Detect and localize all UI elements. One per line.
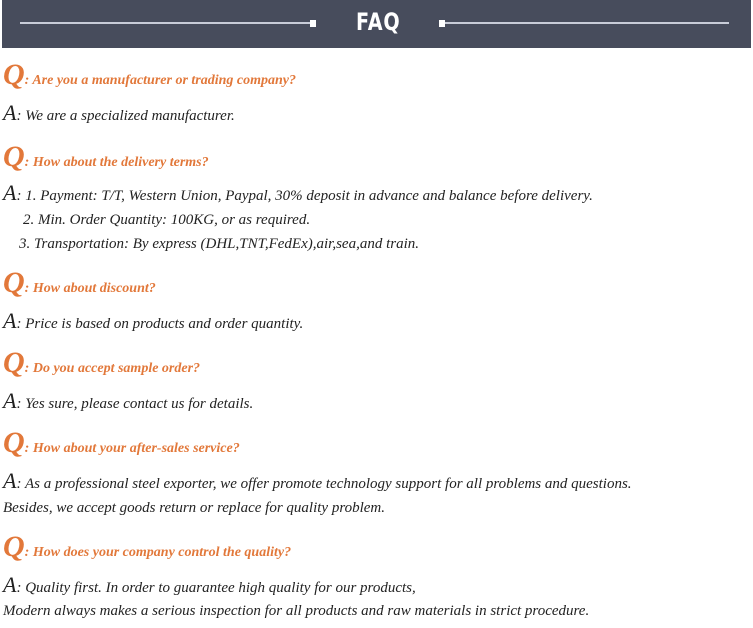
faq-answer-line: A: As a professional steel exporter, we offer promote technology support for all problems and questions. (3, 468, 632, 493)
answer-text: 1. Payment: T/T, Western Union, Paypal, 30% deposit in advance and balance before delivery. (25, 188, 593, 204)
answer-text: Yes sure, please contact us for details. (25, 396, 254, 412)
faq-question (3, 266, 156, 300)
faq-answer-line: A: We are a specialized manufacturer. (3, 100, 235, 125)
a-label: A (3, 468, 17, 493)
a-label: A (3, 572, 17, 597)
answer-text: Price is based on products and order quantity. (25, 316, 304, 332)
question-text: : How about the delivery terms? (24, 155, 209, 170)
faq-question (3, 426, 240, 460)
q-label: Q (3, 346, 25, 379)
question-text: : How does your company control the quality? (24, 545, 292, 560)
page-title: FAQ (356, 8, 401, 36)
question-text: : Are you a manufacturer or trading company? (24, 73, 297, 88)
divider-right (445, 22, 729, 24)
a-label: A (3, 100, 17, 125)
q-label: Q (3, 530, 25, 563)
faq-answer-line (23, 212, 310, 229)
a-label: A (3, 388, 17, 413)
q-label: Q (3, 140, 25, 173)
faq-question (3, 530, 291, 564)
faq-question (3, 58, 296, 92)
answer-text: Modern always makes a serious inspection for all products and raw materials in strict procedure. (3, 603, 590, 619)
question-text: : Do you accept sample order? (24, 361, 201, 376)
faq-answer-line: A: Price is based on products and order quantity. (3, 308, 304, 333)
faq-question (3, 346, 200, 380)
faq-answer-line: A: 1. Payment: T/T, Western Union, Paypal, 30% deposit in advance and balance before delivery. (3, 180, 593, 205)
answer-text: Quality first. In order to guarantee high quality for our products, (25, 580, 416, 596)
question-text: : How about discount? (24, 281, 156, 296)
q-label: Q (3, 58, 25, 91)
answer-text: 2. Min. Order Quantity: 100KG, or as required. (23, 212, 311, 228)
divider-square-left (310, 20, 316, 27)
answer-text: We are a specialized manufacturer. (25, 108, 235, 124)
question-text: : How about your after-sales service? (24, 441, 240, 456)
q-label: Q (3, 266, 25, 299)
q-label: Q (3, 426, 25, 459)
faq-answer-line: A: Yes sure, please contact us for details. (3, 388, 254, 413)
faq-answer-line (3, 603, 589, 620)
faq-header (2, 0, 751, 48)
answer-text: 3. Transportation: By express (DHL,TNT,FedEx),air,sea,and train. (19, 236, 419, 252)
faq-answer-line: A: Quality first. In order to guarantee high quality for our products, (3, 572, 416, 597)
a-label: A (3, 308, 17, 333)
faq-question (3, 140, 209, 174)
faq-answer-line (19, 236, 419, 253)
answer-text: Besides, we accept goods return or replace for quality problem. (3, 500, 386, 516)
a-label: A (3, 180, 17, 205)
faq-answer-line (3, 500, 385, 517)
divider-left (20, 22, 310, 24)
answer-text: As a professional steel exporter, we offer promote technology support for all problems and questions. (24, 476, 632, 492)
